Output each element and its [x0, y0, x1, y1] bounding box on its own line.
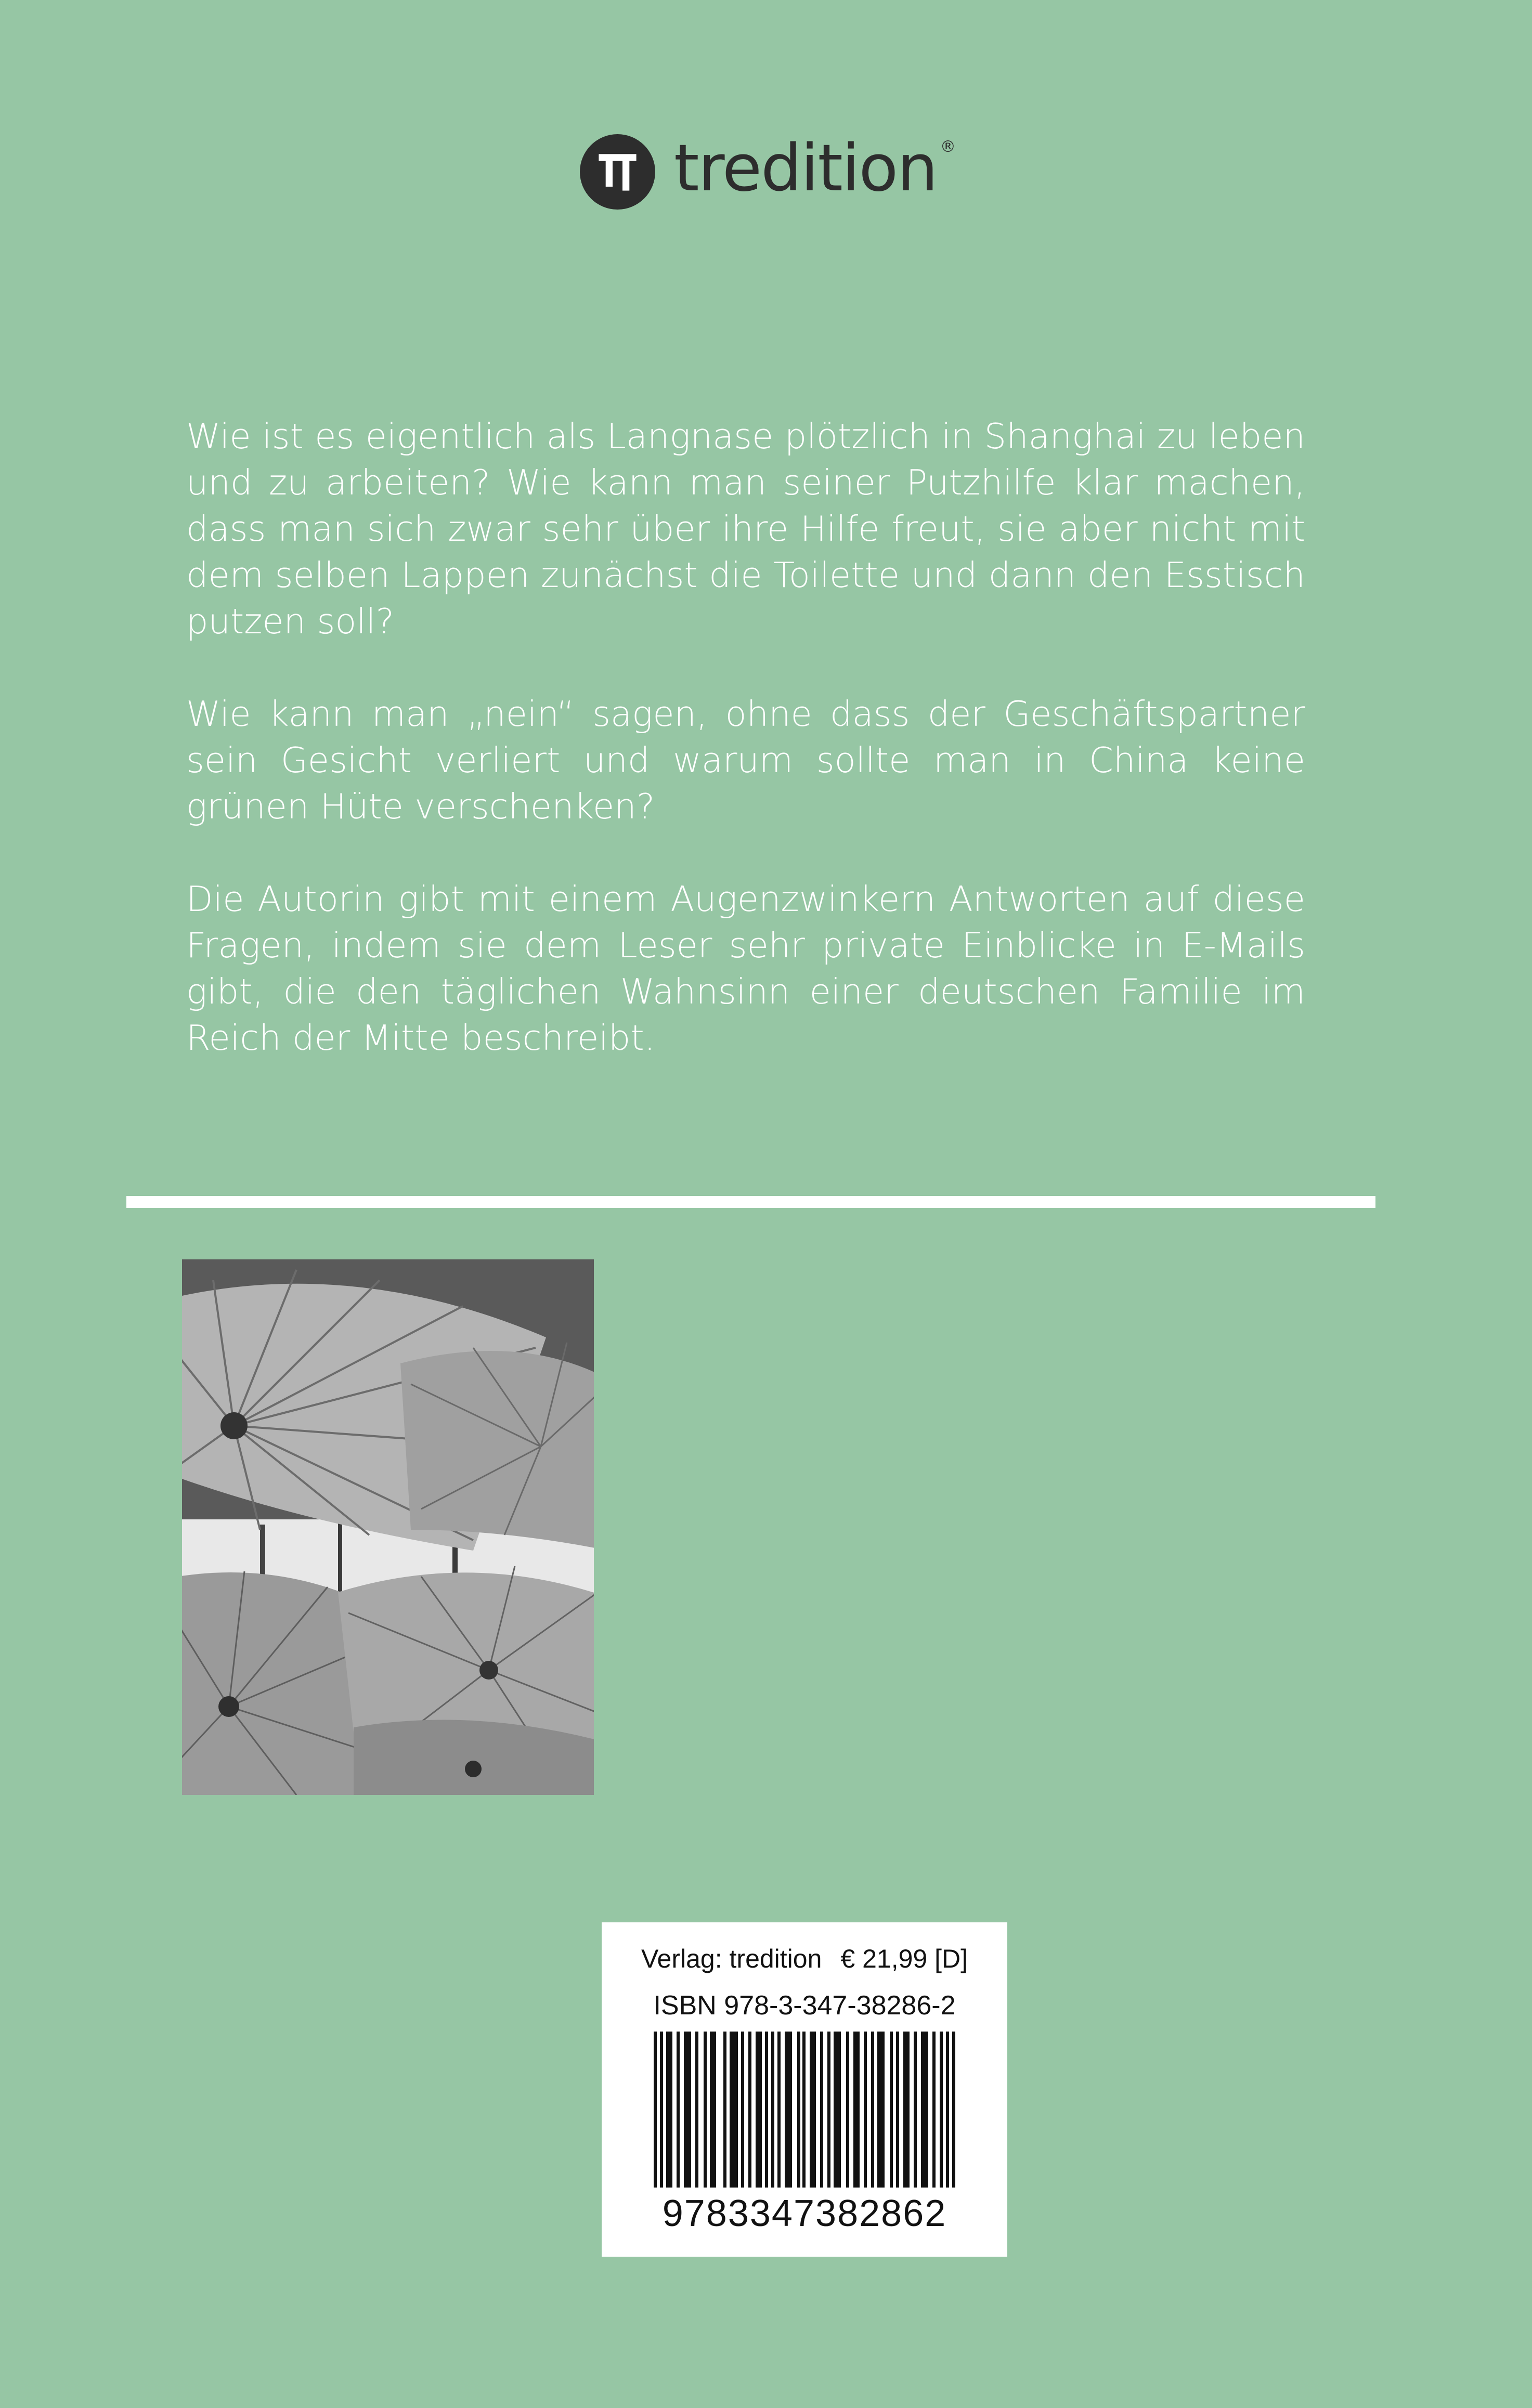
blurb-paragraph-1: Wie ist es eigentlich als Langnase plötzlich in Shanghai zu leben und zu arbeiten? Wie kann man seiner Putzhilfe klar machen, dass man sich zwar sehr über ihre Hilfe freut, sie aber nicht mit dem selben Lappen zunächst die Toilette und dann den Esstisch putzen soll?	[186, 416, 1305, 642]
back-cover-blurb	[186, 413, 1305, 1061]
section-divider	[126, 1196, 1375, 1208]
price-label: € 21,99 [D]	[840, 1944, 968, 1973]
barcode-digits: 9783347382862	[662, 2193, 947, 2234]
blurb-paragraph-2: Wie kann man „nein“ sagen, ohne dass der Geschäftspartner sein Gesicht verliert und warum sollte man in China keine grünen Hüte verschenken?	[186, 694, 1305, 827]
barcode-label	[602, 1922, 1007, 2257]
blurb-paragraph-3: Die Autorin gibt mit einem Augenzwinkern Antworten auf diese Fragen, indem sie dem Leser sehr private Einblicke in E-Mails gibt, die den täglichen Wahnsinn einer deutschen Familie im Reich der Mitte beschreibt.	[186, 879, 1305, 1058]
publisher-wordmark: tredition	[674, 131, 937, 206]
tredition-t-icon	[580, 134, 655, 210]
publisher-label: Verlag: tredition	[641, 1944, 822, 1973]
publisher-price-line	[602, 1943, 1007, 1974]
registered-mark: ®	[940, 137, 956, 156]
ean-barcode	[654, 2032, 955, 2188]
publisher-logo	[580, 133, 954, 211]
parasol-umbrellas-photo	[182, 1259, 594, 1795]
isbn-label: ISBN 978-3-347-38286-2	[653, 1990, 956, 2021]
